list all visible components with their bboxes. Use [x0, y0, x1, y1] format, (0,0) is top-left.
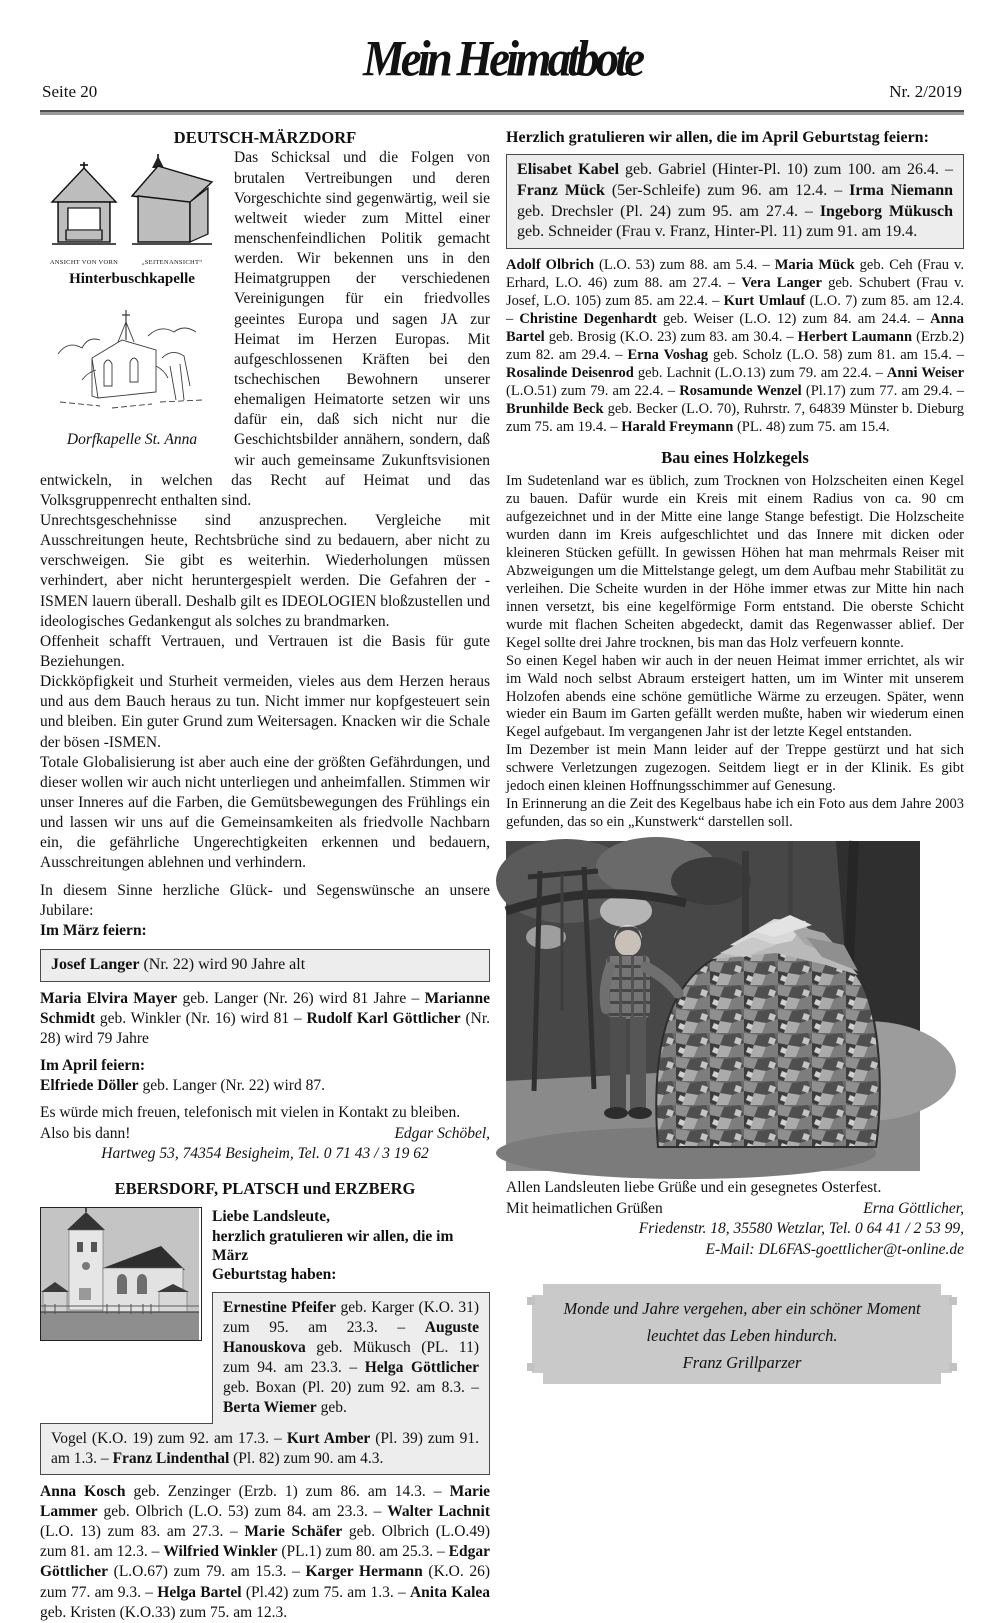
chapel-illustrations: [40, 152, 224, 449]
april-greeting-title: Herzlich gratulieren wir allen, die im April Geburtstag feiern:: [506, 129, 929, 146]
quote-line-1: Monde und Jahre vergehen, aber ein schöner Moment: [563, 1299, 921, 1319]
corner-ornament: [527, 1363, 535, 1371]
maerzdorf-para-6: In diesem Sinne herzliche Glück- und Segenswünsche an unsere Jubilare:: [40, 881, 491, 919]
easter-greeting: Allen Landsleuten liebe Grüße und ein gesegnetes Osterfest.: [506, 1179, 882, 1197]
signature-address: Hartweg 53, 74354 Besigheim, Tel. 0 71 43 / 3 19 62: [101, 1144, 429, 1162]
header-rule: [40, 110, 964, 115]
holzkegel-photo: [506, 841, 964, 1171]
dorfkapelle-drawing: [40, 306, 224, 450]
quote-notch: [941, 1284, 952, 1295]
jubilee-box: [40, 949, 490, 982]
corner-ornament: [949, 1297, 957, 1305]
quote-box: [532, 1284, 952, 1384]
quote-author: Franz Grillparzer: [682, 1352, 802, 1372]
holzkegel-text: [506, 473, 964, 832]
april-heading: Im April feiern:: [40, 1057, 146, 1075]
ebersdorf-intro-wrap: [212, 1207, 490, 1423]
hinterbusch-drawings: [40, 152, 224, 266]
closing-block: [506, 1178, 964, 1260]
maerzdorf-para-1: Das Schicksal und die Folgen von brutalen Vertreibungen und deren Vorgeschichte sind gegenwärtig, weil sie weltweit wieder zum Mittel einer menschenfeindlichen Politik gemacht werden. Wir bekennen uns in den Heimatgruppen der verschiedenen Vereinigungen für ein friedvolles geeintes Europa und sagen JA zur Heimat im Herzen Europas. Mit aufgeschlossenen Kräften bei den tschechischen Bewohnern unserer ehemaligen Heimatorte setzen wir uns dafür ein, daß sich nicht nur die Geschichtsbilder annähern, sondern, daß wir auch gemeinsame Zukunftsvisionen entwickeln, in welchen das Recht auf Heimat und das Volksgruppenrecht enthalten sind.: [40, 149, 491, 509]
issue-number: Nr. 2/2019: [889, 82, 962, 101]
section-title-ebersdorf: EBERSDORF, PLATSCH und ERZBERG: [114, 1178, 416, 1198]
maerzdorf-para-5: Totale Globalisierung ist aber auch eine der größten Gefährdungen, und dieser wollen wir auch nicht unterliegen und anheimfallen. Stimmen wir unser Inneres auf die Farben, die Gemütsbewegungen des Frühlings ein und lassen wir uns auf die Gemeinsamkeiten als friedvolle Nachbarn ein, die gefährliche Ungerechtigkeiten erkennen und bedauern, Ausschreitungen ablehnen und verhindern.: [40, 753, 491, 872]
holzkegel-para-2: So einen Kegel haben wir auch in der neuen Heimat immer errichtet, als wir im Wald noch selbst Abraum ersteigert hatten, um im Winter mit unserem Holzofen abends eine schöne gemütliche Wärme zu erzeugen. Später, wenn wieder ein Baum im Garten gefällt werden mußte, haben wir wiederum einen Kegel aufgebaut. Im vergangenen Jahr ist der letzte Kegel entstanden.: [506, 652, 964, 741]
quote-notch: [532, 1373, 543, 1384]
ebersdorf-intro: [212, 1207, 490, 1285]
masthead-title: Mein Heimatbote: [362, 31, 642, 88]
closing-line-1: Es würde mich freuen, telefonisch mit vielen in Kontakt zu bleiben.: [40, 1104, 461, 1122]
right-signature-name: Erna Göttlicher,: [863, 1199, 964, 1217]
right-signature-email: E-Mail: DL6FAS-goettlicher@t-online.de: [705, 1240, 964, 1258]
ebersdorf-intro-line-1: Liebe Landsleute,: [212, 1208, 330, 1226]
ebersdorf-birthday-box-bottom: [40, 1423, 490, 1475]
ebersdorf-intro-line-3: Geburtstag haben:: [212, 1266, 337, 1284]
maerzdorf-lead: [40, 148, 490, 511]
ebersdorf-lead: [40, 1207, 490, 1423]
maerz-heading: Im März feiern:: [40, 921, 147, 939]
chapel-drawing-front: [48, 160, 120, 266]
maerz-list: Maria Elvira Mayer geb. Langer (Nr. 26) wird 81 Jahre – Marianne Schmidt geb. Winkler (Nr. 16) wird 81 – Rudolf Karl Göttlicher (Nr. 28) wird 79 Jahre: [40, 989, 491, 1047]
april-birthday-box: [506, 154, 964, 249]
regards-row: [506, 1199, 964, 1219]
ebersdorf-birthday-box-bottom-text: Vogel (K.O. 19) zum 92. am 17.3. – Kurt Amber (Pl. 39) zum 91. am 1.3. – Franz Lindenthal (Pl. 82) zum 90. am 4.3.: [51, 1429, 480, 1467]
maerzdorf-para-3: Offenheit schafft Vertrauen, und Vertrauen ist die Basis für gute Beziehungen.: [40, 632, 491, 670]
quote-notch: [941, 1373, 952, 1384]
right-column: [506, 127, 964, 1623]
church-photo: [40, 1207, 202, 1341]
ebersdorf-names: Anna Kosch geb. Zenzinger (Erzb. 1) zum 86. am 14.3. – Marie Lammer geb. Olbrich (L.O. 53) zum 84. am 23.3. – Walter Lachnit (L.O. 13) zum 83. am 27.3. – Marie Schäfer geb. Olbrich (L.O.49) zum 81. am 12.3. – Wilfried Winkler (PL.1) zum 80. am 25.3. – Edgar Göttlicher (L.O.67) zum 79. am 15.3. – Karger Hermann (K.O. 26) zum 77. am 9.3. – Helga Bartel (Pl.42) zum 75. am 1.3. – Anita Kalea geb. Kristen (K.O.33) zum 75. am 12.3.: [40, 1482, 491, 1621]
holzkegel-para-4: In Erinnerung an die Zeit des Kegelbaus habe ich ein Foto aus dem Jahre 2003 gefunden, das so ein „Kunstwerk“ darstellen soll.: [506, 796, 964, 831]
chapel-side-caption: „SEITENANSICHT“: [141, 258, 203, 266]
signature-row: [40, 1124, 490, 1144]
corner-ornament: [527, 1297, 535, 1305]
right-signature-address: Friedenstr. 18, 35580 Wetzlar, Tel. 0 64 41 / 2 53 99,: [638, 1220, 964, 1238]
left-column: [40, 127, 490, 1623]
holzkegel-title: Bau eines Holzkegels: [661, 447, 809, 467]
holzkegel-para-3: Im Dezember ist mein Mann leider auf der Treppe gestürzt und hat sich schwere Verletzungen zugezogen. Seitdem liegt er in der Klinik. Es gibt jedoch einen kleinen Hoffnungsschimmer auf Genesung.: [506, 742, 964, 795]
quote-line-2: leuchtet das Leben hindurch.: [646, 1325, 838, 1345]
chapel-drawing-side: [128, 152, 216, 266]
corner-ornament: [949, 1363, 957, 1371]
ebersdorf-intro-line-2: herzlich gratulieren wir allen, die im März: [212, 1227, 454, 1265]
section-title-maerzdorf: DEUTSCH-MÄRZDORF: [173, 128, 357, 147]
signature-name: Edgar Schöbel,: [394, 1124, 491, 1142]
dorfkapelle-caption: Dorfkapelle St. Anna: [66, 430, 198, 448]
ebersdorf-birthday-box-top: [212, 1292, 490, 1424]
holzkegel-para-1: Im Sudetenland war es üblich, zum Trocknen von Holzscheiten einen Kegel zu bauen. Dafür wurde ein Kreis mit einem Radius von ca. 90 cm aufgezeichnet und in der Mitte eine lange Stange befestigt. Die Holzscheite wurden dann im Kreis aufgeschlichtet und das Innere mit dicken oder kleineren Stücken gefüllt. In gewissen Höhen hat man mehrmals Reiser mit Abzweigungen um die Mittelstange gelegt, um dem Aufbau mehr Stabilität zu verleihen. Die Scheite wurden in der Höhe immer etwas zur Mitte hin nach innen versetzt, bis eine kegelförmige Form entstand. Die oberste Schicht wurde mit flachen Scheiten abgedeckt, damit das Regenwasser ablief. Der Kegel sollte drei Jahre trocknen, bis man das Holz verfeuern konnte.: [506, 472, 964, 651]
jubilee-box-text: Josef Langer (Nr. 22) wird 90 Jahre alt: [51, 955, 306, 973]
ebersdorf-birthday-box-top-text: Ernestine Pfeifer geb. Karger (K.O. 31) zum 95. am 23.3. – Auguste Hanouskova geb. Mükusch (PL. 11) zum 94. am 23.3. – Helga Göttlicher geb. Boxan (Pl. 20) zum 92. am 8.3. – Berta Wiemer geb.: [223, 1298, 480, 1417]
hinterbusch-caption: Hinterbuschkapelle: [69, 271, 195, 288]
page-number: Seite 20: [42, 82, 98, 101]
april-birthday-box-text: Elisabet Kabel geb. Gabriel (Hinter-Pl. 10) zum 100. am 26.4. – Franz Mück (5er-Schleife) zum 96. am 12.4. – Irma Niemann geb. Drechsler (Pl. 24) zum 95. am 27.4. – Ingeborg Mükusch geb. Schneider (Frau v. Franz, Hinter-Pl. 11) zum 91. am 19.4.: [517, 161, 954, 241]
regards-label: Mit heimatlichen Grüßen: [506, 1199, 663, 1217]
maerzdorf-para-2: Unrechtsgeschehnisse sind anzusprechen. Vergleiche mit Ausschreitungen heute, Rechtsbrüche sind zu bedauern, aber nicht zu verschweigen. Sie gibt es weiterhin. Wiederholungen müssen verhindert, aber nicht heruntergespielt werden. Die Gefahren der -ISMEN lauern überall. Deshalb gilt es IDEOLOGIEN bloßzustellen und ideologisches Gedankengut als solches zu brandmarken.: [40, 511, 491, 630]
columns: [40, 127, 964, 1623]
chapel-front-caption: ANSICHT VON VORN: [49, 258, 119, 266]
closing-line-2: Also bis dann!: [40, 1124, 131, 1142]
april-names: Adolf Olbrich (L.O. 53) zum 88. am 5.4. – Maria Mück geb. Ceh (Frau v. Erhard, L.O. 46) zum 88. am 27.4. – Vera Langer geb. Schubert (Frau v. Josef, L.O. 105) zum 85. am 22.4. – Kurt Umlauf (L.O. 7) zum 85. am 12.4. – Christine Degenhardt geb. Weiser (L.O. 12) zum 84. am 24.4. – Anna Bartel geb. Brosig (K.O. 23) zum 83. am 30.4. – Herbert Laumann (Erzb.2) zum 82. am 29.4. – Erna Voshag geb. Scholz (L.O. 58) zum 81. am 15.4. – Rosalinde Deisenrod geb. Lachnit (L.O.13) zum 79. am 22.4. – Anni Weiser (L.O.51) zum 79. am 22.4. – Rosamunde Wenzel (Pl.17) zum 77. am 29.4. – Brunhilde Beck geb. Becker (L.O. 70), Ruhrstr. 7, 64839 Münster b. Dieburg zum 75. am 19.4. – Harald Freymann (PL. 48) zum 75. am 15.4.: [506, 257, 965, 435]
april-list: Elfriede Döller geb. Langer (Nr. 22) wird 87.: [40, 1077, 325, 1095]
page-header: [40, 28, 964, 108]
quote-notch: [532, 1284, 543, 1295]
maerzdorf-para-4: Dickköpfigkeit und Sturheit vermeiden, vieles aus dem Herzen heraus und aus dem Bauch heraus zu tun. Nicht immer nur kopfgesteuert sein und bleiben. Ein guter Grund zum Weitersagen. Knacken wir die Schale der bösen -ISMEN.: [40, 673, 491, 751]
